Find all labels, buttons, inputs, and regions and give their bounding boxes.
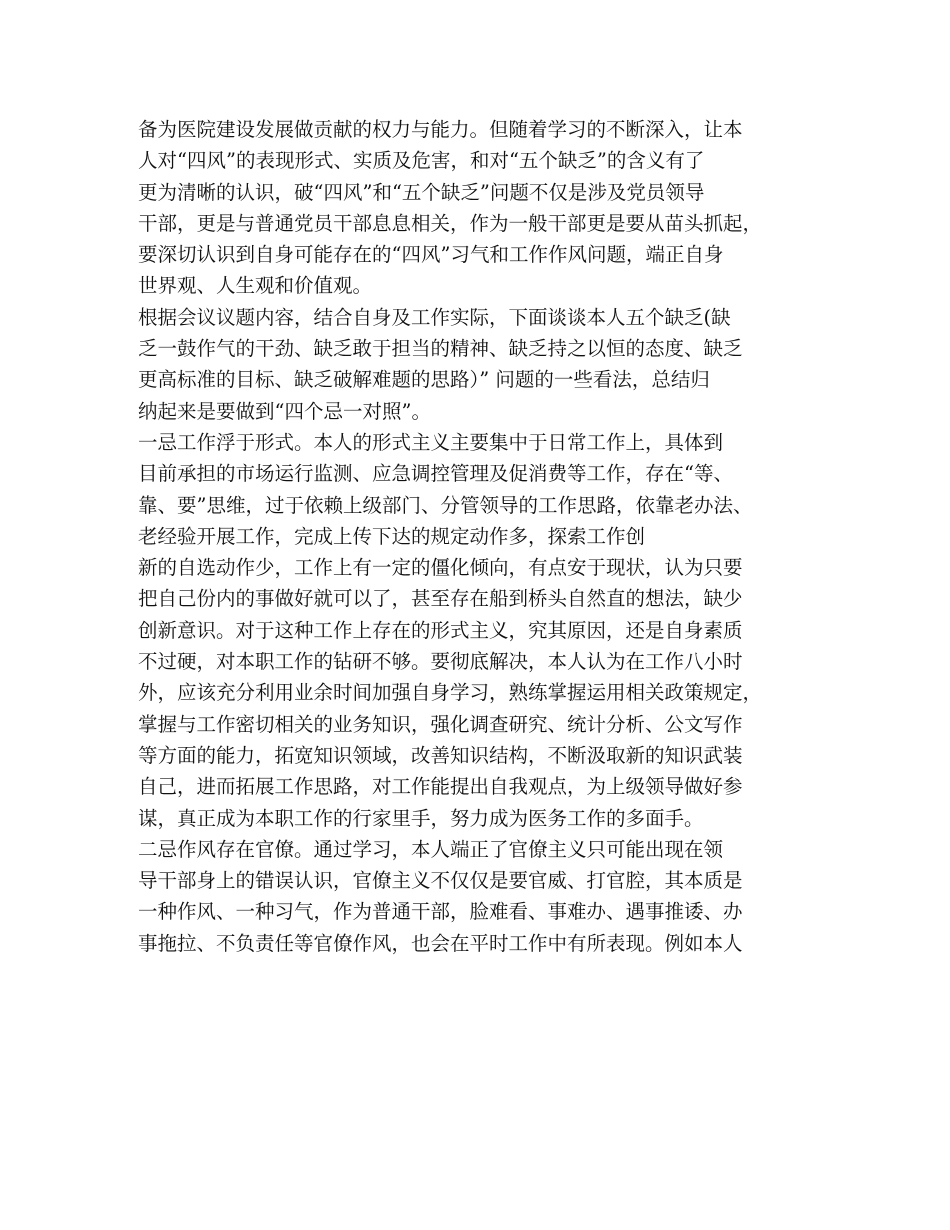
text-line: 备为医院建设发展做贡献的权力与能力。但随着学习的不断深入，让本 [138,118,743,141]
text-line: 谋，真正成为本职工作的行家里手，努力成为医务工作的多面手。 [138,806,704,830]
text-line: 二忌作风存在官僚。通过学习，本人端正了官僚主义只可能出现在领 [138,837,724,861]
text-line: 世界观、人生观和价值观。 [138,274,373,298]
text-line: 创新意识。对于这种工作上存在的形式主义，究其原因，还是自身素质 [138,618,743,642]
text-line: 事拖拉、不负责任等官僚作风，也会在平时工作中有所表现。例如本人 [138,931,743,955]
text-line: 导干部身上的错误认识，官僚主义不仅仅是要官威、打官腔，其本质是 [138,869,743,893]
text-line: 外，应该充分利用业余时间加强自身学习，熟练掌握运用相关政策规定， [138,681,763,705]
text-line: 乏一鼓作气的干劲、缺乏敢于担当的精神、缺乏持之以恒的态度、缺乏 [138,337,743,361]
text-line: 根据会议议题内容，结合自身及工作实际，下面谈谈本人五个缺乏(缺 [138,305,731,329]
text-line: 靠、要”思维，过于依赖上级部门、分管领导的工作思路，依靠老办法、 [138,493,753,517]
text-line: 更为清晰的认识，破“四风”和“五个缺乏”问题不仅是涉及党员领导 [138,180,705,204]
document-body-text [138,114,828,959]
text-line: 把自己份内的事做好就可以了，甚至存在船到桥头自然直的想法，缺少 [138,587,743,611]
text-line: 纳起来是要做到“四个忌一对照”。 [138,399,431,423]
text-line: 目前承担的市场运行监测、应急调控管理及促消费等工作，存在“等、 [138,462,733,486]
text-line: 自己，进而拓展工作思路，对工作能提出自我观点，为上级领导做好参 [138,775,743,799]
text-line: 一忌工作浮于形式。本人的形式主义主要集中于日常工作上，具体到 [138,430,724,454]
text-line: 新的自选动作少，工作上有一定的僵化倾向，有点安于现状，认为只要 [138,556,743,580]
text-line: 等方面的能力，拓宽知识领域，改善知识结构，不断汲取新的知识武装 [138,743,743,767]
text-line: 老经验开展工作，完成上传下达的规定动作多，探索工作创 [138,524,646,548]
text-line: 要深切认识到自身可能存在的“四风”习气和工作作风问题，端正自身 [138,243,724,267]
text-line: 更高标准的目标、缺乏破解难题的思路）” 问题的一些看法，总结归 [138,368,710,392]
text-line: 一种作风、一种习气，作为普通干部，脸难看、事难办、遇事推诿、办 [138,900,743,924]
text-line: 不过硬，对本职工作的钻研不够。要彻底解决，本人认为在工作八小时 [138,650,743,674]
text-line: 掌握与工作密切相关的业务知识，强化调查研究、统计分析、公文写作 [138,712,743,736]
text-line: 人对“四风”的表现形式、实质及危害，和对“五个缺乏”的含义有了 [138,149,705,173]
text-line: 干部，更是与普通党员干部息息相关，作为一般干部更是要从苗头抓起， [138,211,763,235]
